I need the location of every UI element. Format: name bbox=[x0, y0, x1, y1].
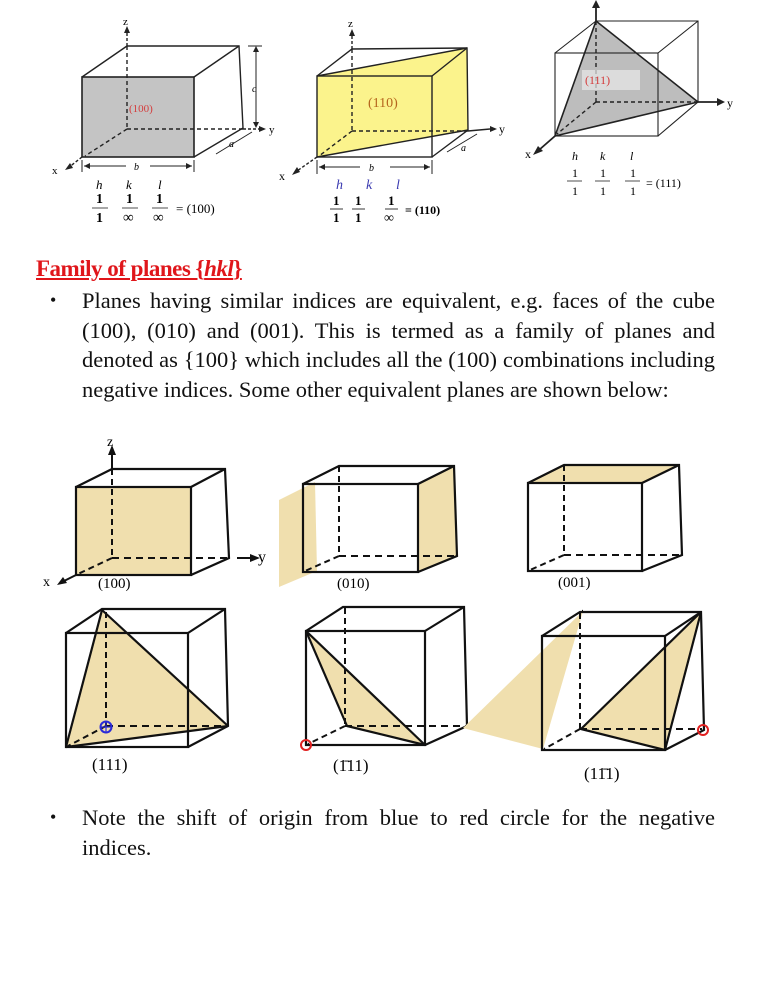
k-label: k bbox=[126, 177, 132, 192]
denominator-k: 1 bbox=[355, 210, 362, 225]
label-001: (001) bbox=[558, 575, 591, 591]
y-axis-label: y bbox=[727, 96, 733, 110]
dim-b-label: b bbox=[134, 162, 139, 173]
label-111: (111) bbox=[92, 755, 128, 774]
y-axis-label: y bbox=[499, 122, 505, 136]
plane-001-face bbox=[528, 465, 679, 483]
x-axis-label: x bbox=[52, 165, 58, 177]
cube-010 bbox=[303, 466, 457, 572]
bullet-marker: • bbox=[50, 807, 57, 827]
l-label: l bbox=[158, 177, 162, 192]
label-1m11: (11̄1) bbox=[584, 764, 620, 783]
dim-b-label: b bbox=[369, 163, 374, 174]
numerator-h: 1 bbox=[572, 166, 578, 180]
cube-m111 bbox=[306, 607, 467, 745]
figure-111-plane bbox=[515, 0, 765, 210]
label-m111: (1̄11) bbox=[333, 756, 369, 775]
denominator-h: 1 bbox=[96, 211, 103, 226]
numerator-h: 1 bbox=[96, 192, 103, 207]
denominator-l: 1 bbox=[630, 184, 636, 198]
k-label: k bbox=[600, 149, 606, 163]
y-axis-label: y bbox=[258, 549, 266, 566]
k-label: k bbox=[366, 178, 373, 193]
numerator-k: 1 bbox=[600, 166, 606, 180]
dim-a-label: a bbox=[229, 139, 234, 150]
bullet-text: Note the shift of origin from blue to red circle for the negative indices. bbox=[82, 805, 715, 860]
denominator-l: ∞ bbox=[153, 210, 164, 226]
result-label: = (100) bbox=[176, 201, 215, 216]
label-100: (100) bbox=[98, 576, 131, 592]
result-label: = (110) bbox=[405, 203, 441, 217]
denominator-k: 1 bbox=[600, 184, 606, 198]
figure-100-plane bbox=[30, 0, 280, 235]
dim-a-label: a bbox=[461, 143, 466, 154]
x-axis-label: x bbox=[43, 575, 50, 590]
label-010: (010) bbox=[337, 576, 370, 592]
plane-label: (100) bbox=[129, 103, 153, 115]
z-axis-label: z bbox=[123, 16, 128, 28]
numerator-k: 1 bbox=[126, 192, 133, 207]
z-axis-label: z bbox=[107, 435, 114, 450]
denominator-l: ∞ bbox=[384, 211, 394, 226]
cube-001 bbox=[528, 465, 682, 571]
family-figures-010-001 bbox=[280, 440, 750, 600]
family-figure-1m11 bbox=[520, 600, 760, 790]
numerator-k: 1 bbox=[355, 193, 362, 208]
cube-111 bbox=[66, 609, 228, 747]
cube-1m11 bbox=[542, 612, 704, 750]
h-label: h bbox=[336, 178, 343, 193]
numerator-l: 1 bbox=[388, 193, 395, 208]
denominator-k: ∞ bbox=[123, 210, 134, 226]
denominator-h: 1 bbox=[333, 210, 340, 225]
x-axis-label: x bbox=[525, 147, 531, 161]
origin-blue-marker bbox=[100, 721, 112, 733]
section-heading: Family of planes {hkl} bbox=[36, 256, 242, 281]
numerator-l: 1 bbox=[630, 166, 636, 180]
bullet-paragraph-origin-note bbox=[50, 803, 715, 862]
z-axis-label: z bbox=[348, 18, 353, 30]
plane-label: (111) bbox=[585, 73, 611, 87]
bullet-marker: • bbox=[50, 290, 57, 310]
denominator-h: 1 bbox=[572, 184, 578, 198]
numerator-h: 1 bbox=[333, 193, 340, 208]
bullet-paragraph-family bbox=[50, 286, 715, 404]
plane-100-face bbox=[76, 487, 191, 575]
h-label: h bbox=[572, 149, 578, 163]
numerator-l: 1 bbox=[156, 192, 163, 207]
cube-100 bbox=[64, 454, 252, 581]
x-axis-label: x bbox=[279, 169, 285, 183]
dim-c-label: c bbox=[252, 84, 257, 95]
l-label: l bbox=[396, 178, 400, 193]
h-label: h bbox=[96, 177, 103, 192]
bullet-text: Planes having similar indices are equivalent, e.g. faces of the cube (100), (010) and (001). This is termed as a family of planes and denoted as {100} which includes all the (100) combinations including negative indices. Some other equivalent planes are shown below: bbox=[82, 288, 715, 402]
plane-100-face bbox=[82, 77, 194, 157]
plane-label: (110) bbox=[368, 96, 398, 111]
l-label: l bbox=[630, 149, 634, 163]
y-axis-label: y bbox=[269, 124, 275, 136]
figure-110-plane bbox=[275, 0, 520, 235]
result-label: = (111) bbox=[646, 176, 681, 190]
